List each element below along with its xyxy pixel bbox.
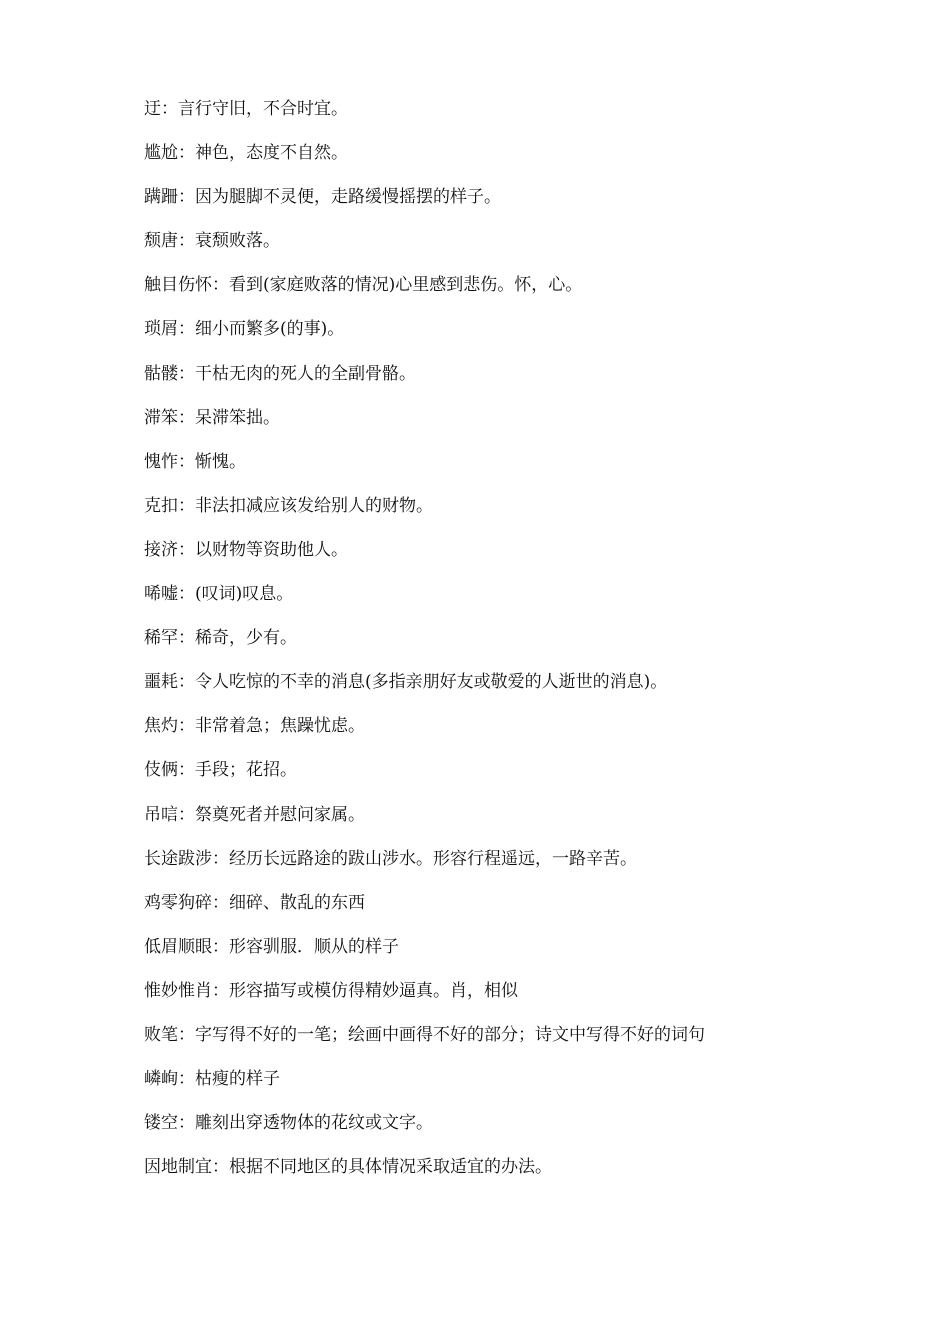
vocabulary-entry: 鸡零狗碎：细碎、散乱的东西 [144,892,365,913]
vocabulary-entry: 尴尬：神色，态度不自然。 [144,143,348,164]
vocabulary-entry: 噩耗：令人吃惊的不幸的消息(多指亲朋好友或敬爱的人逝世的消息)。 [144,672,668,693]
vocabulary-entry: 迂：言行守旧，不合时宜。 [144,99,348,119]
vocabulary-entry: 稀罕：稀奇，少有。 [144,628,297,649]
vocabulary-entry: 唏嘘：(叹词)叹息。 [144,584,294,605]
vocabulary-entry: 愧怍：惭愧。 [144,451,246,472]
vocabulary-entry: 因地制宜：根据不同地区的具体情况采取适宜的办法。 [144,1157,552,1178]
vocabulary-entry: 骷髅：干枯无肉的死人的全副骨骼。 [144,363,416,384]
vocabulary-entry: 伎俩：手段；花招。 [144,760,297,781]
vocabulary-entry: 惟妙惟肖：形容描写或模仿得精妙逼真。肖，相似 [144,980,518,1001]
vocabulary-entry: 镂空：雕刻出穿透物体的花纹或文字。 [144,1113,433,1134]
vocabulary-entry: 触目伤怀：看到(家庭败落的情况)心里感到悲伤。怀，心。 [144,275,583,296]
vocabulary-entry: 长途跋涉：经历长远路途的跋山涉水。形容行程遥远，一路辛苦。 [144,848,637,869]
vocabulary-entry: 克扣：非法扣减应该发给别人的财物。 [144,495,433,516]
vocabulary-entry: 嶙峋：枯瘦的样子 [144,1069,280,1090]
vocabulary-entry: 低眉顺眼：形容驯服．顺从的样子 [144,936,399,957]
vocabulary-entry: 颓唐：衰颓败落。 [144,231,280,252]
vocabulary-entry: 接济：以财物等资助他人。 [144,539,348,560]
vocabulary-entry: 吊唁：祭奠死者并慰问家属。 [144,804,365,825]
vocabulary-list [144,94,844,1196]
vocabulary-entry: 败笔：字写得不好的一笔；绘画中画得不好的部分；诗文中写得不好的词句 [144,1024,705,1045]
vocabulary-entry: 滞笨：呆滞笨拙。 [144,407,280,428]
vocabulary-entry: 蹒跚：因为腿脚不灵便，走路缓慢摇摆的样子。 [144,187,501,208]
vocabulary-entry: 焦灼：非常着急；焦躁忧虑。 [144,716,365,737]
vocabulary-entry: 琐屑：细小而繁多(的事)。 [144,319,345,340]
